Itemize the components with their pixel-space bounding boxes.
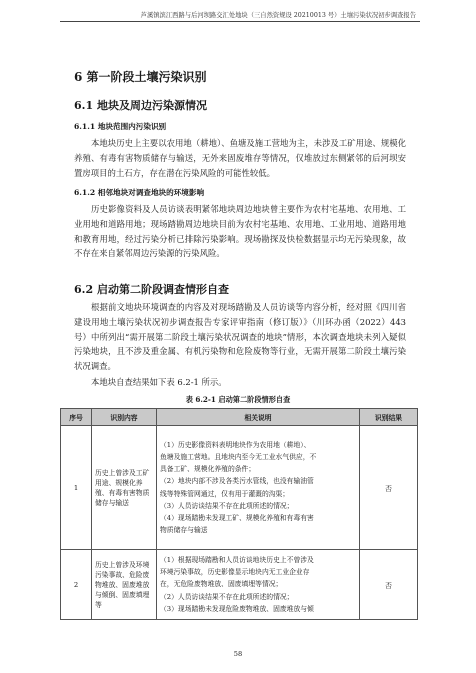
row-result: 否 [360,550,418,620]
self-check-table [60,408,418,620]
table-caption: 表 6.2-1 启动第二阶段情形自查 [185,395,291,404]
running-header: 芦溪镇滨江西路与后河坝路交汇处地块（三自然资规设 20210013 号）土壤污染状况初步调查报告 [140,12,416,19]
row-description [157,550,360,620]
row-result: 否 [360,426,418,550]
section-heading-6-1-2: 6.1.2 相邻地块对调查地块的环境影响 [74,188,205,197]
description-line: 在，无危险废物堆放、固废填埋等情况； [160,580,283,589]
row-content: 历史上曾涉及环境污染事故、危险废物堆放、固废堆放与倾倒、固废填埋等 [92,550,157,620]
description-line: （1）根据现场踏勘和人员访谈地块历史上不曾涉及 [160,555,314,564]
description-line: （2）人员访谈结果不存在此项所述的情况； [160,592,294,601]
table-header-row [61,409,418,426]
description-line: （3）现场踏勘未发现危险废物堆放、固废堆放与倾 [160,604,314,613]
paragraph-6-2-analysis: 根据前文地块环境调查的内容及对现场踏勘及人员访谈等内容分析，经对照《四川省建设用地土壤污染状况初步调查报告专家评审指南（修订版）》（川环办函（2022）443 号）中所列出“需开展第二阶段土壤污染状况调查的地块”情形，本次调查地块未列入疑似污染地块，且不涉及重金属、有机污染物和危险废物等行业，无需开展第二阶段土壤污染状况调查。 [74,302,406,372]
row-number: 1 [61,426,92,550]
row-content: 历史上曾涉及工矿用途、规模化养殖、有毒有害物质储存与输送 [92,426,157,550]
row-number: 2 [61,550,92,620]
description-line: 线等特殊管网通过，仅有用于灌溉的沟渠； [160,489,290,498]
section-heading-6-2: 6.2 启动第二阶段调查情形自查 [74,283,229,296]
paragraph-6-2-table-intro: 本地块自查结果如下表 6.2-1 所示。 [91,377,227,387]
description-line: （4）现场踏勘未发现工矿、规模化养殖和有毒有害 [160,513,314,522]
description-line: 具备工矿、规模化养殖的条件； [160,465,256,474]
column-header-result: 识别结果 [360,409,418,426]
column-header-number: 序号 [61,409,92,426]
column-header-description: 相关说明 [157,409,360,426]
description-line: 环境污染事故，历史影像显示地块内无工业企业存 [160,568,310,577]
description-line: （3）人员访谈结果不存在此项所述的情况； [160,501,294,510]
description-line: （2）地块内部不涉及各类污水管线，也没有输油管 [160,477,314,486]
section-heading-6-1-1: 6.1.1 地块范围内污染识别 [74,122,167,131]
paragraph-6-1-1: 本地块历史上主要以农用地（耕地）、鱼塘及施工营地为主，未涉及工矿用途、规模化养殖、有毒有害物质储存与输送，无外来固废堆存等情况，仅堆放过东侧紧邻的后河坝安置房项目的土石方，存在潜在污染风险的可能性较低。 [74,138,406,178]
description-line: （1）历史影像资料表明地块作为农用地（耕地）、 [160,440,311,449]
column-header-content: 识别内容 [92,409,157,426]
paragraph-6-1-2: 历史影像资料及人员访谈表明紧邻地块周边地块曾主要作为农村宅基地、农用地、工业用地和道路用地；现场踏勘周边地块目前为农村宅基地、农用地、工业用地、道路用地和教育用地，经过污染分析已排除污染影响。现场勘探及快检数据显示均无污染现象，故不存在来自紧邻周边污染源的污染风险。 [74,204,406,259]
section-heading-6: 6 第一阶段土壤污染识别 [74,70,207,84]
header-divider [60,21,420,22]
row-description [157,426,360,550]
page-number: 58 [233,650,243,658]
section-heading-6-1: 6.1 地块及周边污染源情况 [74,99,207,112]
description-line: 物质储存与输送 [160,526,208,535]
description-line: 鱼塘及施工营地。且地块内至今无工业水气供应，不 [160,452,317,461]
table-row [61,550,418,620]
table-row [61,426,418,550]
